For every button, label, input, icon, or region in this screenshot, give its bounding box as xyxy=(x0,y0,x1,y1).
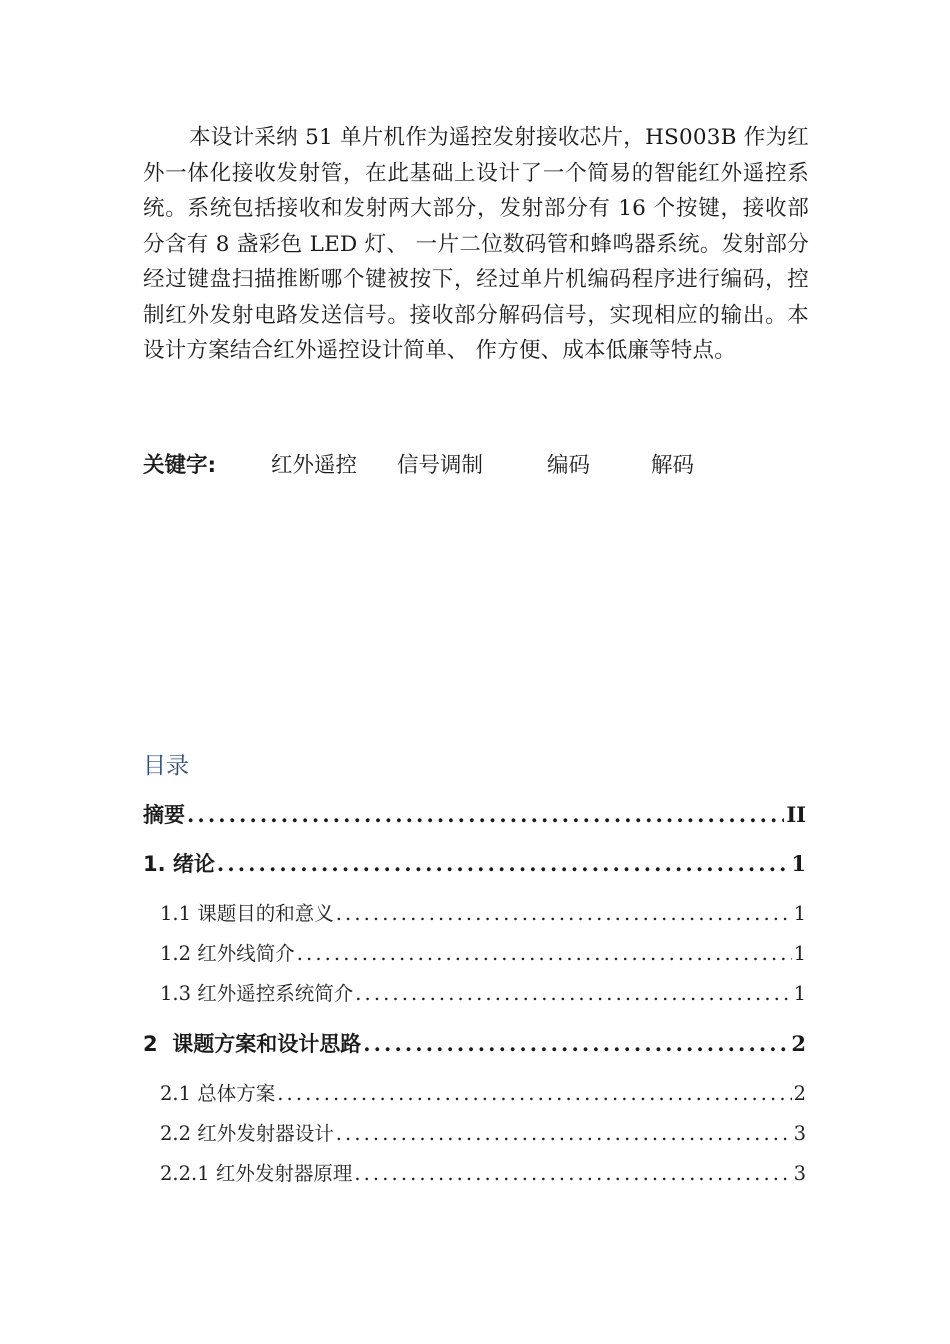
toc-entry-1-3[interactable] xyxy=(160,980,806,1008)
toc-entry-label: 1.2 红外线简介 xyxy=(160,942,295,965)
keyword-item: 红外遥控 xyxy=(271,453,358,478)
toc-leader-dots xyxy=(355,980,791,1008)
toc-entry-label: 2.2 红外发射器设计 xyxy=(160,1122,334,1145)
toc-page-number: 3 xyxy=(793,1162,806,1185)
toc-entry-label: 1. 绪论 xyxy=(143,852,215,876)
toc-page-number: II xyxy=(786,802,806,827)
toc-leader-dots xyxy=(217,849,789,879)
toc-page-number: 3 xyxy=(793,1122,806,1145)
toc-entry-label: 1.1 课题目的和意义 xyxy=(160,902,334,925)
toc-entry-chapter-2[interactable] xyxy=(143,1029,806,1059)
abstract-paragraph: 本设计采纳 51 单片机作为遥控发射接收芯片，HS003B 作为红外一体化接收发射管，在此基础上设计了一个简易的智能红外遥控系统。系统包括接收和发射两大部分，发射部分有 16 个按键，接收部分含有 8 盏彩色 LED 灯、 一片二位数码管和蜂鸣器系统。发射部分经过键盘扫描推断哪个键被按下，经过单片机编码程序进行编码，控制红外发射电路发送信号。接收部分解码信号，实现相应的输出。本设计方案结合红外遥控设计简单、 作方便、成本低廉等特点。 xyxy=(143,125,809,363)
toc-entry-label: 1.3 红外遥控系统简介 xyxy=(160,982,354,1005)
toc-leader-dots xyxy=(297,940,792,968)
keywords-line xyxy=(143,451,809,481)
toc-entry-label: 摘要 xyxy=(143,803,185,827)
toc-entry-1-1[interactable] xyxy=(160,900,806,928)
toc-leader-dots xyxy=(187,800,784,830)
toc-entry-abstract[interactable] xyxy=(143,800,806,830)
toc-leader-dots xyxy=(363,1029,789,1059)
toc-entry-2-1[interactable] xyxy=(160,1080,806,1108)
toc-page-number: 2 xyxy=(793,1082,806,1105)
toc-page-number: 1 xyxy=(791,851,806,876)
keyword-item: 编码 xyxy=(547,453,591,478)
toc-title: 目录 xyxy=(143,753,189,779)
toc-page-number: 1 xyxy=(793,942,806,965)
toc-entry-label: 2.1 总体方案 xyxy=(160,1082,276,1105)
toc-page-number: 1 xyxy=(793,902,806,925)
toc-entry-2-2[interactable] xyxy=(160,1120,806,1148)
toc-entry-1-2[interactable] xyxy=(160,940,806,968)
keyword-item: 解码 xyxy=(651,453,695,478)
toc-entry-2-2-1[interactable] xyxy=(160,1160,806,1188)
keyword-item: 信号调制 xyxy=(397,453,484,478)
toc-entry-introduction[interactable] xyxy=(143,849,806,879)
toc-leader-dots xyxy=(336,1120,792,1148)
keywords-label: 关键字: xyxy=(143,453,217,478)
toc-entry-label: 2 课题方案和设计思路 xyxy=(143,1032,362,1056)
toc-leader-dots xyxy=(354,1160,791,1188)
toc-page-number: 1 xyxy=(793,982,806,1005)
toc-leader-dots xyxy=(277,1080,791,1108)
toc-page-number: 2 xyxy=(791,1031,806,1056)
toc-entry-label: 2.2.1 红外发射器原理 xyxy=(160,1162,353,1185)
toc-leader-dots xyxy=(336,900,792,928)
